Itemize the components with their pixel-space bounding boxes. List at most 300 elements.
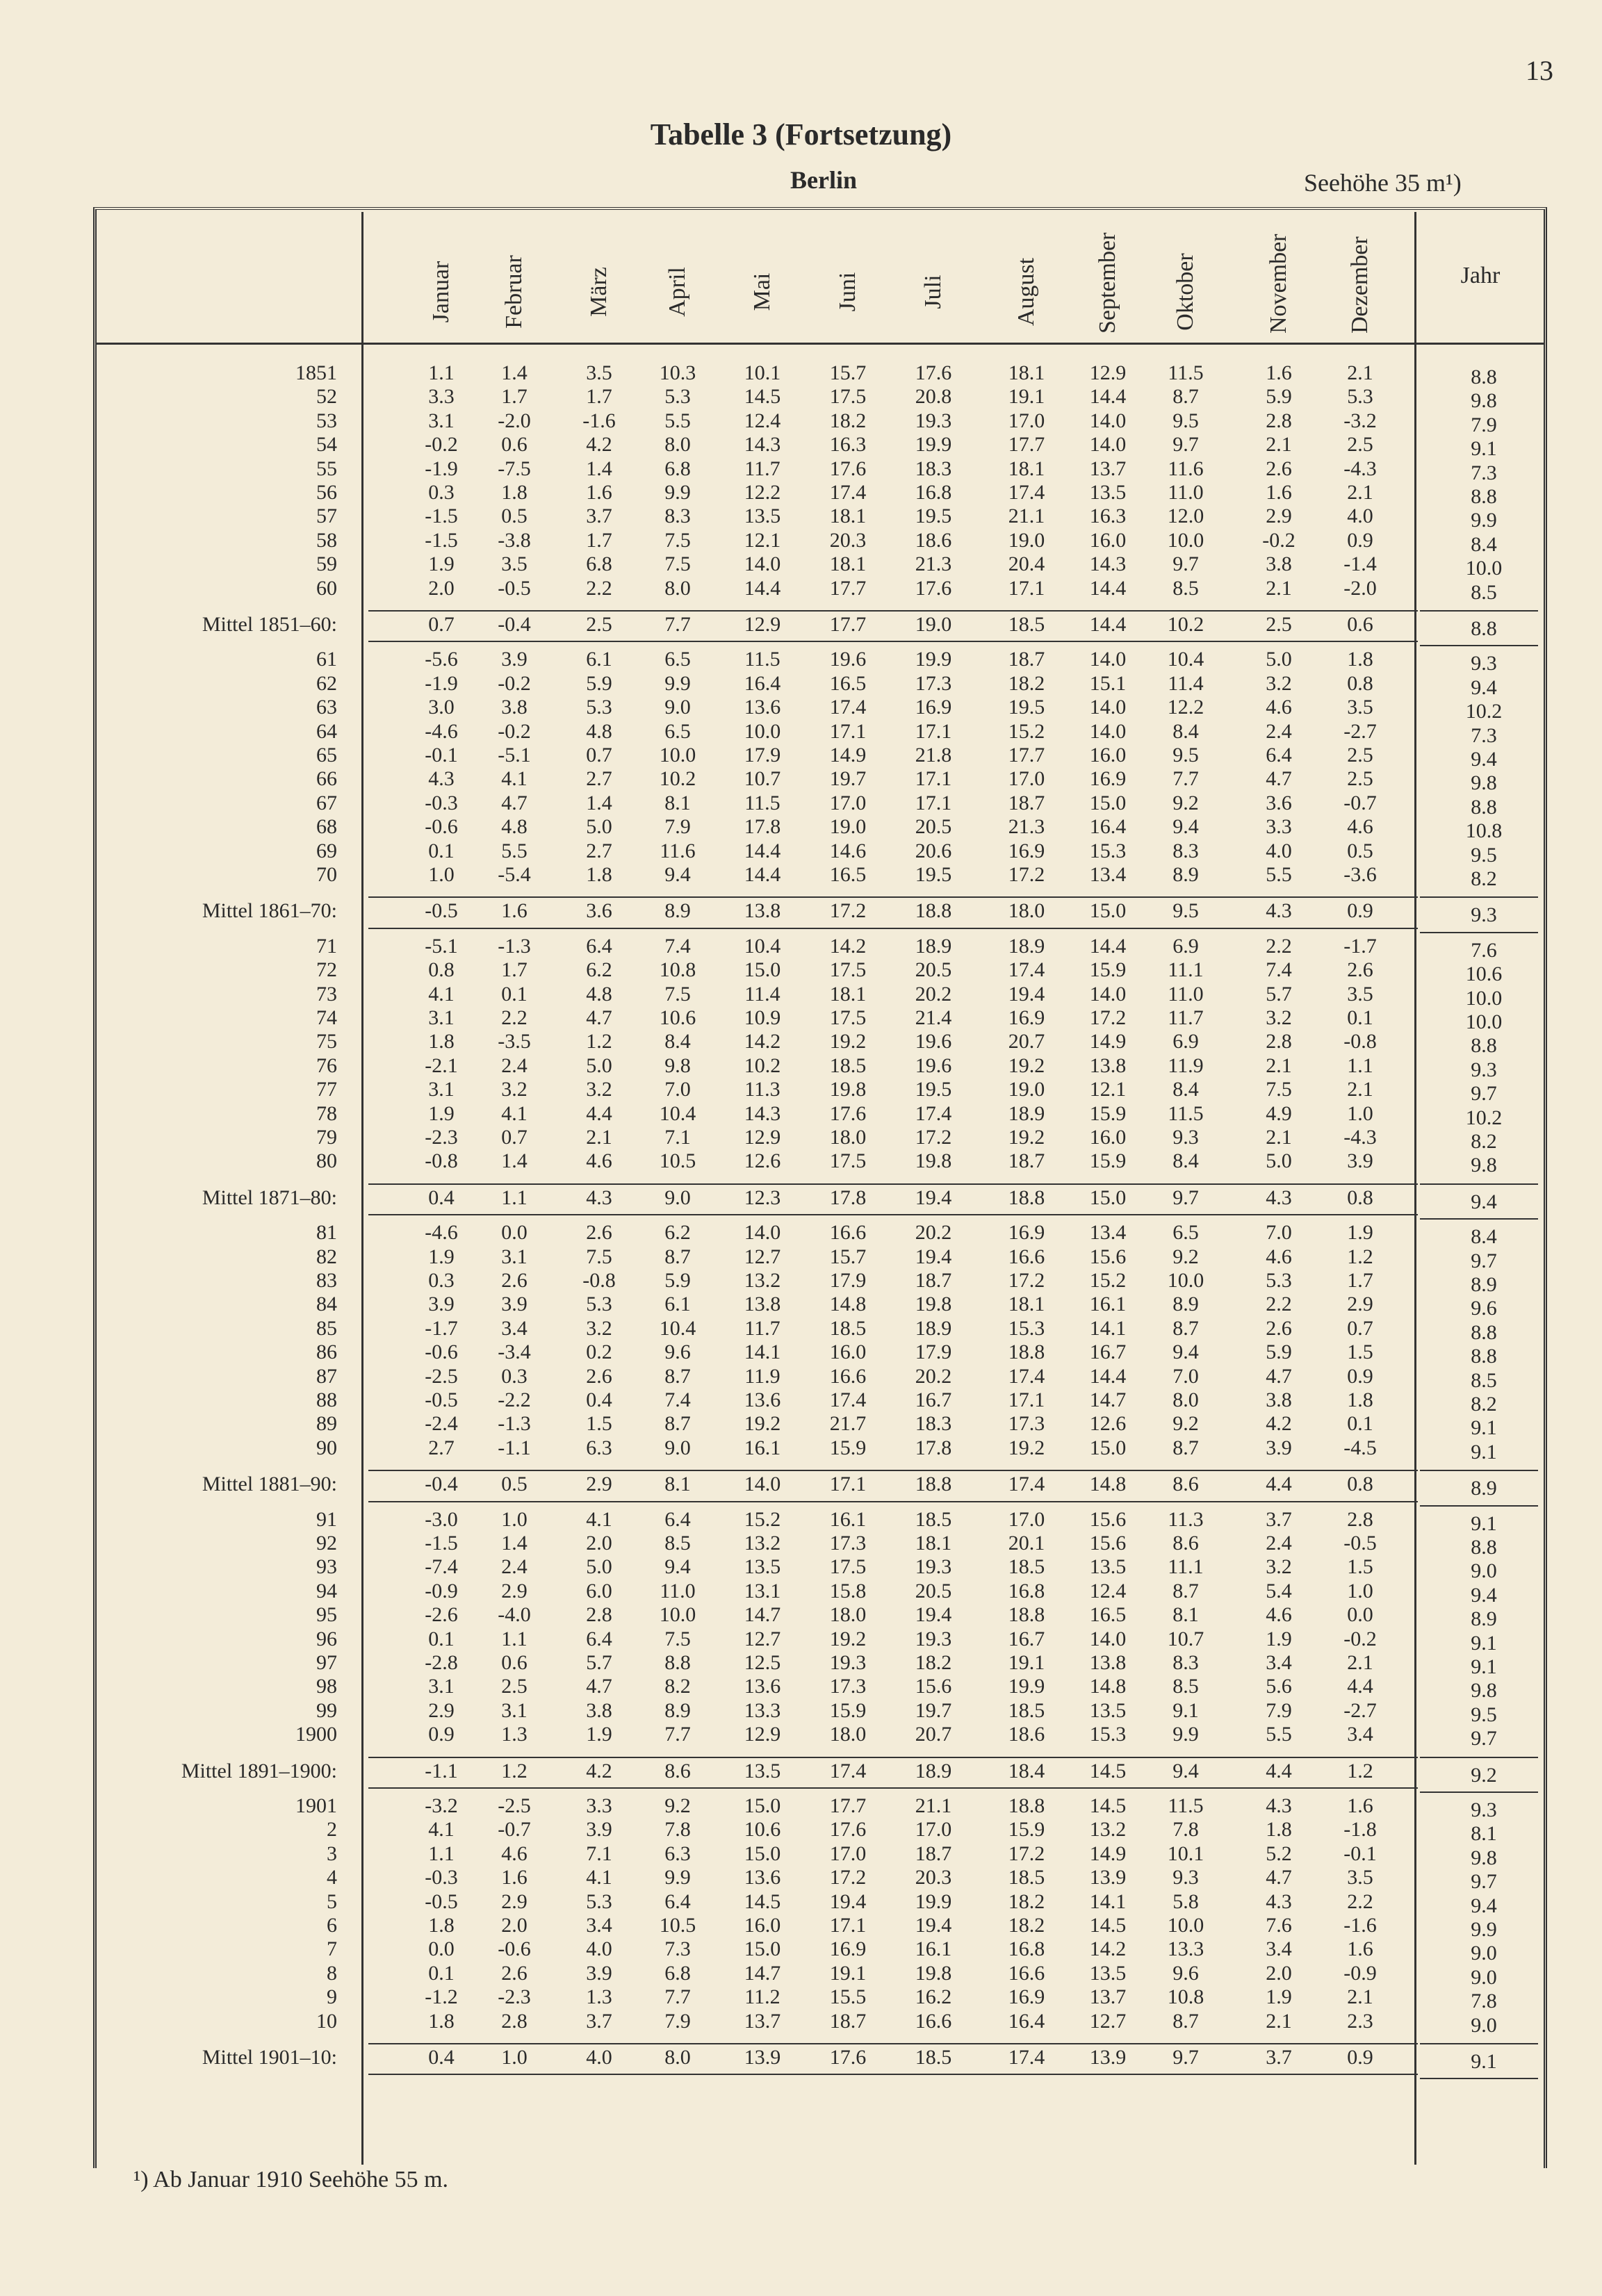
value-cell: 14.0: [744, 1221, 781, 1245]
value-cell: 16.6: [829, 1364, 867, 1388]
month-header: April: [664, 267, 690, 317]
value-cell: 13.5: [744, 505, 781, 528]
value-cell: 20.3: [915, 1866, 952, 1889]
group-rule: [1420, 896, 1538, 898]
value-cell: 18.0: [829, 1723, 867, 1746]
table-row: [0, 839, 1602, 867]
value-cell: 15.3: [1008, 1316, 1045, 1340]
value-cell: 4.7: [586, 1675, 612, 1698]
row-label: 54: [316, 433, 337, 457]
value-cell: 19.6: [829, 648, 867, 671]
year-mean-cell: 7.6: [1471, 938, 1497, 962]
year-mean-cell: 10.0: [1465, 557, 1503, 580]
value-cell: 17.7: [829, 613, 867, 636]
value-cell: 19.2: [1008, 1053, 1045, 1077]
value-cell: 17.2: [1089, 1006, 1127, 1029]
value-cell: 8.0: [664, 576, 691, 600]
value-cell: 1.1: [501, 1186, 528, 1209]
value-cell: 19.0: [915, 613, 952, 636]
value-cell: 6.4: [1266, 744, 1292, 766]
row-label: Mittel 1881–90:: [202, 1473, 337, 1496]
value-cell: 4.1: [428, 1818, 455, 1842]
value-cell: 17.3: [1008, 1412, 1045, 1436]
value-cell: 1.1: [501, 1627, 528, 1650]
value-cell: 9.4: [1172, 1759, 1199, 1782]
value-cell: 3.9: [1266, 1436, 1292, 1459]
value-cell: 5.7: [1266, 982, 1292, 1006]
row-label: 5: [327, 1889, 337, 1913]
row-label: 92: [316, 1532, 337, 1555]
group-rule: [368, 1501, 1418, 1502]
value-cell: 14.5: [744, 385, 781, 409]
value-cell: 19.0: [829, 815, 867, 839]
value-cell: -3.6: [1343, 863, 1377, 886]
value-cell: 14.4: [1089, 385, 1127, 409]
value-cell: 14.9: [1089, 1842, 1127, 1865]
value-cell: 18.4: [1008, 1759, 1045, 1782]
value-cell: 6.4: [664, 1507, 691, 1531]
value-cell: 0.1: [501, 982, 528, 1006]
value-cell: -4.6: [425, 1221, 458, 1245]
value-cell: 5.0: [1266, 648, 1292, 671]
value-cell: 18.9: [915, 1316, 952, 1340]
value-cell: 4.6: [1347, 815, 1373, 839]
value-cell: 10.0: [1167, 528, 1204, 552]
table-row: [0, 1985, 1602, 2013]
value-cell: 3.5: [1347, 1866, 1373, 1889]
value-cell: 9.3: [1172, 1866, 1199, 1889]
value-cell: 18.2: [1008, 671, 1045, 695]
value-cell: 4.3: [1266, 1186, 1292, 1209]
table-row: [0, 1842, 1602, 1869]
row-label: 59: [316, 552, 337, 576]
value-cell: 18.9: [1008, 1101, 1045, 1125]
page-number: 13: [1526, 55, 1553, 86]
value-cell: 18.5: [1008, 613, 1045, 636]
value-cell: 6.4: [664, 1889, 691, 1913]
value-cell: 6.8: [586, 552, 612, 576]
value-cell: 14.6: [829, 839, 867, 862]
group-rule: [1420, 1757, 1538, 1758]
value-cell: 19.9: [915, 1889, 952, 1913]
value-cell: 9.9: [1172, 1723, 1199, 1746]
row-label: 1851: [295, 361, 337, 384]
value-cell: 3.5: [1347, 982, 1373, 1006]
value-cell: 1.1: [428, 361, 455, 384]
value-cell: 18.1: [1008, 457, 1045, 480]
value-cell: 19.6: [915, 1053, 952, 1077]
value-cell: 8.9: [1172, 1293, 1199, 1316]
value-cell: 6.9: [1172, 1030, 1199, 1053]
value-cell: 17.6: [915, 361, 952, 384]
row-label: 4: [327, 1866, 337, 1889]
value-cell: 15.3: [1089, 839, 1127, 862]
year-mean-cell: 9.7: [1471, 1727, 1497, 1750]
year-mean-cell: 9.0: [1471, 1942, 1497, 1965]
value-cell: 17.5: [829, 958, 867, 982]
value-cell: -1.5: [425, 505, 458, 528]
value-cell: 18.7: [1008, 1149, 1045, 1173]
value-cell: 17.1: [829, 1473, 867, 1496]
value-cell: 0.2: [586, 1340, 612, 1364]
value-cell: 14.9: [1089, 1030, 1127, 1053]
value-cell: 16.9: [1089, 767, 1127, 791]
value-cell: 8.4: [1172, 1149, 1199, 1173]
value-cell: 15.9: [1089, 1149, 1127, 1173]
value-cell: 0.9: [1347, 2046, 1373, 2069]
value-cell: 10.4: [659, 1101, 696, 1125]
value-cell: 19.9: [915, 433, 952, 457]
value-cell: 16.9: [1008, 839, 1045, 862]
value-cell: 18.8: [1008, 1340, 1045, 1364]
value-cell: 14.4: [1089, 1364, 1127, 1388]
value-cell: 6.5: [664, 719, 691, 743]
value-cell: 19.4: [829, 1889, 867, 1913]
value-cell: 14.8: [1089, 1675, 1127, 1698]
month-header: März: [586, 267, 612, 317]
value-cell: 1.6: [1347, 1937, 1373, 1961]
value-cell: 17.2: [1008, 1269, 1045, 1292]
value-cell: 1.5: [586, 1412, 612, 1436]
value-cell: 2.3: [1347, 2009, 1373, 2033]
value-cell: 17.9: [915, 1340, 952, 1364]
value-cell: 9.7: [1172, 433, 1199, 457]
value-cell: 3.2: [586, 1078, 612, 1101]
row-label: 90: [316, 1436, 337, 1459]
value-cell: 8.6: [1172, 1532, 1199, 1555]
value-cell: -0.2: [498, 719, 531, 743]
year-mean-cell: 9.8: [1471, 1154, 1497, 1177]
value-cell: 12.9: [744, 613, 781, 636]
value-cell: 20.1: [1008, 1532, 1045, 1555]
value-cell: 14.4: [1089, 613, 1127, 636]
value-cell: 11.7: [1168, 1006, 1204, 1029]
footnote: [133, 2167, 448, 2193]
value-cell: 8.7: [664, 1412, 691, 1436]
value-cell: 1.6: [1266, 361, 1292, 384]
value-cell: 2.0: [428, 576, 455, 600]
value-cell: 5.0: [586, 1053, 612, 1077]
value-cell: 10.1: [744, 361, 781, 384]
value-cell: 10.0: [659, 744, 696, 766]
value-cell: 1.6: [501, 1866, 528, 1889]
table-row: [0, 1937, 1602, 1965]
month-header: September: [1095, 232, 1120, 334]
value-cell: 13.7: [744, 2009, 781, 2033]
value-cell: 20.2: [915, 1364, 952, 1388]
value-cell: 16.9: [1008, 1006, 1045, 1029]
value-cell: 10.4: [1167, 648, 1204, 671]
value-cell: -3.2: [1343, 409, 1377, 432]
value-cell: 4.0: [586, 1937, 612, 1961]
year-mean-cell: 9.7: [1471, 1249, 1497, 1272]
value-cell: 0.8: [1347, 1473, 1373, 1496]
value-cell: 9.7: [1172, 2046, 1199, 2069]
value-cell: -1.1: [425, 1759, 458, 1782]
value-cell: 0.9: [428, 1723, 455, 1746]
value-cell: -0.4: [425, 1473, 458, 1496]
value-cell: 8.7: [664, 1364, 691, 1388]
value-cell: 12.1: [1089, 1078, 1127, 1101]
table-row: [0, 934, 1602, 962]
row-label: 55: [316, 457, 337, 480]
value-cell: 4.9: [1266, 1101, 1292, 1125]
value-cell: 7.0: [1172, 1364, 1199, 1388]
value-cell: 17.3: [829, 1532, 867, 1555]
year-mean-cell: 8.8: [1471, 1320, 1497, 1344]
value-cell: 15.0: [744, 958, 781, 982]
row-label: 53: [316, 409, 337, 432]
group-rule: [368, 896, 1418, 898]
value-cell: 16.4: [744, 671, 781, 695]
value-cell: 7.5: [664, 528, 691, 552]
value-cell: 15.2: [744, 1507, 781, 1531]
row-label: 66: [316, 767, 337, 791]
value-cell: 11.9: [1168, 1053, 1204, 1077]
value-cell: 7.4: [664, 1388, 691, 1411]
value-cell: 18.5: [829, 1053, 867, 1077]
value-cell: 18.2: [1008, 1889, 1045, 1913]
value-cell: 14.0: [1089, 1627, 1127, 1650]
group-rule: [368, 1470, 1418, 1471]
year-mean-cell: 8.4: [1471, 1225, 1497, 1249]
value-cell: 13.7: [1089, 457, 1127, 480]
value-cell: 15.9: [1089, 958, 1127, 982]
value-cell: 8.8: [664, 1651, 691, 1674]
value-cell: 13.3: [1167, 1937, 1204, 1961]
value-cell: 17.2: [829, 1866, 867, 1889]
year-mean-cell: 9.1: [1471, 2050, 1497, 2073]
year-mean-cell: 9.1: [1471, 1655, 1497, 1678]
value-cell: 12.9: [744, 1723, 781, 1746]
table-row: [0, 767, 1602, 795]
group-rule: [368, 1183, 1418, 1185]
value-cell: 0.4: [428, 2046, 455, 2069]
value-cell: 18.5: [1008, 1698, 1045, 1722]
value-cell: -2.5: [425, 1364, 458, 1388]
row-label: 81: [316, 1221, 337, 1245]
value-cell: 0.8: [428, 958, 455, 982]
year-mean-cell: 8.9: [1471, 1273, 1497, 1296]
value-cell: 8.9: [664, 899, 691, 923]
row-label: 77: [316, 1078, 337, 1101]
value-cell: 8.6: [1172, 1473, 1199, 1496]
value-cell: 12.7: [744, 1627, 781, 1650]
value-cell: 3.5: [586, 361, 612, 384]
value-cell: 6.1: [586, 648, 612, 671]
value-cell: 3.8: [501, 696, 528, 719]
value-cell: 11.1: [1168, 1555, 1204, 1579]
mean-row: [0, 1759, 1602, 1787]
value-cell: 3.4: [1266, 1937, 1292, 1961]
group-rule: [1420, 1505, 1538, 1507]
row-label: 94: [316, 1579, 337, 1602]
value-cell: 19.3: [829, 1651, 867, 1674]
value-cell: 8.1: [664, 1473, 691, 1496]
group-rule: [1420, 2078, 1538, 2079]
row-label: 84: [316, 1293, 337, 1316]
value-cell: 1.6: [501, 899, 528, 923]
value-cell: 16.9: [915, 696, 952, 719]
value-cell: 1.2: [501, 1759, 528, 1782]
value-cell: 10.2: [659, 767, 696, 791]
value-cell: 8.7: [1172, 1316, 1199, 1340]
row-label: 56: [316, 481, 337, 504]
row-label: 83: [316, 1269, 337, 1292]
value-cell: 20.2: [915, 1221, 952, 1245]
value-cell: 18.5: [915, 1507, 952, 1531]
value-cell: -1.1: [498, 1436, 531, 1459]
value-cell: 8.3: [1172, 1651, 1199, 1674]
value-cell: -0.5: [425, 899, 458, 923]
value-cell: 17.6: [829, 1818, 867, 1842]
group-rule: [1420, 1791, 1538, 1793]
year-mean-cell: 9.1: [1471, 1511, 1497, 1535]
row-label: 88: [316, 1388, 337, 1411]
value-cell: 0.3: [428, 1269, 455, 1292]
value-cell: 3.9: [1347, 1149, 1373, 1173]
table-row: [0, 1961, 1602, 1989]
value-cell: 2.8: [1347, 1507, 1373, 1531]
value-cell: 6.5: [1172, 1221, 1199, 1245]
value-cell: 2.2: [1347, 1889, 1373, 1913]
value-cell: 18.9: [1008, 934, 1045, 958]
value-cell: 16.6: [1008, 1245, 1045, 1268]
value-cell: 17.4: [1008, 958, 1045, 982]
value-cell: 16.5: [829, 671, 867, 695]
value-cell: 11.4: [744, 982, 780, 1006]
year-mean-cell: 9.0: [1471, 1965, 1497, 1989]
value-cell: 19.1: [1008, 1651, 1045, 1674]
month-header: Juli: [920, 274, 946, 309]
row-label: 71: [316, 934, 337, 958]
value-cell: 13.4: [1089, 863, 1127, 886]
value-cell: 10.6: [744, 1818, 781, 1842]
value-cell: -0.5: [498, 576, 531, 600]
value-cell: 14.9: [829, 744, 867, 766]
value-cell: 5.9: [1266, 385, 1292, 409]
value-cell: 2.1: [1347, 481, 1373, 504]
value-cell: 0.5: [501, 1473, 528, 1496]
group-rule: [1420, 610, 1538, 612]
value-cell: 12.7: [1089, 2009, 1127, 2033]
value-cell: 17.3: [829, 1675, 867, 1698]
value-cell: 14.3: [1089, 552, 1127, 576]
value-cell: 10.0: [744, 719, 781, 743]
value-cell: 18.8: [915, 1473, 952, 1496]
value-cell: 15.8: [829, 1579, 867, 1602]
value-cell: 1.9: [1266, 1627, 1292, 1650]
year-mean-cell: 9.1: [1471, 1631, 1497, 1655]
value-cell: 2.7: [586, 839, 612, 862]
value-cell: 4.3: [428, 767, 455, 791]
table-row: [0, 1316, 1602, 1344]
value-cell: 2.1: [1266, 1126, 1292, 1149]
table-row: [0, 361, 1602, 388]
value-cell: 15.9: [829, 1436, 867, 1459]
value-cell: 13.4: [1089, 1221, 1127, 1245]
value-cell: -1.3: [498, 934, 531, 958]
row-label: 62: [316, 671, 337, 695]
value-cell: 17.6: [829, 2046, 867, 2069]
value-cell: -1.4: [1343, 552, 1377, 576]
table-row: [0, 982, 1602, 1010]
value-cell: 1.7: [586, 385, 612, 409]
value-cell: 8.3: [664, 505, 691, 528]
value-cell: 16.1: [915, 1937, 952, 1961]
value-cell: 5.9: [1266, 1340, 1292, 1364]
row-label: 82: [316, 1245, 337, 1268]
value-cell: -4.3: [1343, 1126, 1377, 1149]
value-cell: 20.5: [915, 815, 952, 839]
value-cell: 0.1: [428, 1627, 455, 1650]
value-cell: 6.0: [586, 1579, 612, 1602]
value-cell: 13.5: [1089, 1555, 1127, 1579]
value-cell: 14.0: [1089, 433, 1127, 457]
row-label: 70: [316, 863, 337, 886]
value-cell: 13.2: [744, 1269, 781, 1292]
value-cell: 17.1: [915, 767, 952, 791]
table-row: [0, 1698, 1602, 1726]
row-label: 89: [316, 1412, 337, 1436]
value-cell: 5.6: [1266, 1675, 1292, 1698]
value-cell: 3.1: [428, 409, 455, 432]
value-cell: 11.5: [1168, 361, 1204, 384]
value-cell: 9.9: [664, 481, 691, 504]
value-cell: 15.7: [829, 1245, 867, 1268]
value-cell: 3.4: [586, 1914, 612, 1937]
value-cell: 20.6: [915, 839, 952, 862]
value-cell: 9.2: [664, 1794, 691, 1817]
value-cell: 14.7: [1089, 1388, 1127, 1411]
value-cell: 7.5: [1266, 1078, 1292, 1101]
row-label: 85: [316, 1316, 337, 1340]
value-cell: 1.3: [586, 1985, 612, 2009]
value-cell: 6.3: [586, 1436, 612, 1459]
value-cell: 0.4: [586, 1388, 612, 1411]
value-cell: 13.3: [744, 1698, 781, 1722]
value-cell: 4.1: [586, 1507, 612, 1531]
value-cell: -0.8: [425, 1149, 458, 1173]
value-cell: 9.4: [1172, 1340, 1199, 1364]
value-cell: 0.0: [428, 1937, 455, 1961]
value-cell: -0.8: [1343, 1030, 1377, 1053]
value-cell: 1.2: [586, 1030, 612, 1053]
value-cell: -2.0: [1343, 576, 1377, 600]
value-cell: 14.1: [1089, 1316, 1127, 1340]
value-cell: 12.2: [744, 481, 781, 504]
year-mean-cell: 9.2: [1471, 1763, 1497, 1787]
value-cell: -4.0: [498, 1603, 531, 1627]
value-cell: 1.3: [501, 1723, 528, 1746]
value-cell: 16.6: [1008, 1961, 1045, 1985]
value-cell: 9.0: [664, 696, 691, 719]
value-cell: 13.5: [1089, 1698, 1127, 1722]
year-mean-cell: 7.3: [1471, 461, 1497, 484]
value-cell: 4.7: [586, 1006, 612, 1029]
year-mean-cell: 8.8: [1471, 1034, 1497, 1058]
value-cell: 15.6: [1089, 1507, 1127, 1531]
value-cell: 8.0: [664, 433, 691, 457]
value-cell: 6.8: [664, 457, 691, 480]
value-cell: 2.5: [586, 613, 612, 636]
table-row: [0, 1507, 1602, 1535]
value-cell: 15.0: [744, 1794, 781, 1817]
footnote-mark: ¹): [133, 2167, 149, 2192]
value-cell: 19.5: [915, 505, 952, 528]
value-cell: 2.2: [1266, 1293, 1292, 1316]
value-cell: 16.0: [1089, 528, 1127, 552]
